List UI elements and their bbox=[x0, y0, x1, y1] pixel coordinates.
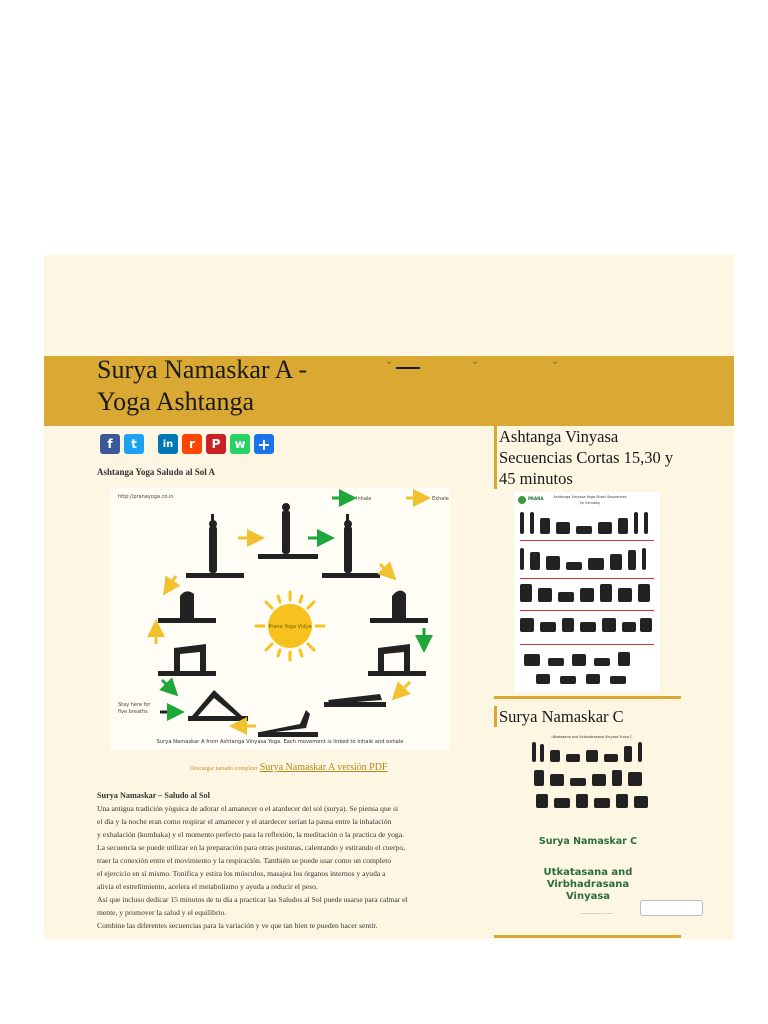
sidebar-widget-title[interactable]: Surya Namaskar C bbox=[494, 706, 681, 727]
pose-half-lift bbox=[378, 644, 410, 671]
page-title-line2: Yoga Ashtanga bbox=[97, 387, 254, 416]
body-line: Así que incluso dedicar 15 minutos de tu día a practicar las Saludos al Sol puede usarse para calmar el bbox=[97, 895, 408, 904]
linkedin-share-button[interactable] bbox=[158, 434, 178, 454]
reddit-share-button[interactable] bbox=[182, 434, 202, 454]
sidebar-widget-ashtanga-sequences bbox=[494, 426, 681, 489]
poster-c-sub3: Vinyasa bbox=[565, 891, 611, 902]
poster-c-sub1: Utkatasana and bbox=[543, 867, 633, 878]
poster-subtitle: (in minutes) bbox=[579, 501, 601, 505]
pose-upward-dog bbox=[260, 710, 310, 734]
sidebar-widget-surya-c bbox=[494, 706, 681, 727]
prana-logo-icon bbox=[518, 496, 526, 504]
article-heading: Ashtanga Yoga Saludo al Sol A bbox=[97, 467, 215, 477]
sidebar-divider bbox=[494, 935, 681, 938]
whatsapp-icon: w bbox=[234, 437, 246, 451]
whatsapp-share-button[interactable] bbox=[230, 434, 250, 454]
linkedin-icon: in bbox=[162, 438, 174, 450]
poster-c-top-text: Utkatasana and Virbhadrasana Vinyasa Surya C bbox=[551, 735, 633, 739]
share-bar bbox=[100, 434, 274, 456]
yoga-mat bbox=[258, 554, 318, 559]
body-line: traer la conexión entre el movimiento y la respiración. También se puede usar como un completo bbox=[97, 856, 392, 865]
body-line: La secuencia se puede utilizar en la preparación para otras posturas, calentando y estirando el cuerpo, bbox=[97, 843, 406, 852]
article-subheading: Surya Namaskar – Saludo al Sol bbox=[97, 791, 210, 800]
body-line: alivia el estreñimiento, acelera el metabolismo y ayuda a reducir el peso. bbox=[97, 882, 318, 891]
share-icon: + bbox=[257, 434, 271, 454]
body-line: y exhalación (kumbaka) y el momento perfecto para la reflexión, la meditación o la practica de yoga. bbox=[97, 830, 404, 839]
chevron-down-icon[interactable]: ⌄ bbox=[471, 356, 480, 367]
yoga-mat bbox=[186, 573, 244, 578]
yoga-mat bbox=[370, 618, 428, 623]
flow-arrow bbox=[168, 576, 176, 588]
pose-half-lift bbox=[174, 644, 206, 671]
body-line: Combine las diferentes secuencias para la variación y ve que tan bien te pueden hacer sentir. bbox=[97, 921, 378, 930]
ashtanga-sequences-poster[interactable] bbox=[514, 492, 660, 692]
article-body bbox=[97, 789, 457, 932]
surya-namaskar-a-figure[interactable] bbox=[110, 488, 450, 750]
poster-brand: PRANA bbox=[528, 496, 544, 501]
poster-c-title: Surya Namaskar C bbox=[538, 836, 638, 847]
pinterest-share-button[interactable] bbox=[206, 434, 226, 454]
legend-exhale-label: Exhale bbox=[432, 496, 449, 502]
sun-logo-text: Prana Yoga Vidya bbox=[268, 624, 312, 630]
pose-arms-up bbox=[344, 526, 352, 573]
pose-standing bbox=[282, 510, 290, 554]
pose-arms-up bbox=[209, 526, 217, 573]
figure-caption: Surya Namaskar A from Ashtanga Vinyasa Yoga. Each movement is linked to Inhale and exhale bbox=[156, 739, 404, 745]
page-title-line1: Surya Namaskar A - bbox=[97, 355, 308, 384]
yoga-mat bbox=[158, 618, 216, 623]
twitter-share-button[interactable] bbox=[124, 434, 144, 454]
poster-c-footer: _ _ _ _ _ _ _ _ _ _ bbox=[581, 909, 613, 914]
download-prefix: Descargar tamaño completo bbox=[190, 766, 258, 772]
body-line: el día y la noche eran como respirar el amanecer y el atardecer serían la pausa entre la inhalación bbox=[97, 817, 392, 826]
legend-inhale-label: Inhale bbox=[356, 496, 372, 502]
download-line bbox=[190, 762, 387, 773]
pose-downward-dog bbox=[192, 690, 242, 716]
sidebar-input-box[interactable] bbox=[640, 900, 703, 916]
poster-c-pose-grid bbox=[532, 742, 648, 808]
facebook-share-button[interactable] bbox=[100, 434, 120, 454]
pinterest-icon: P bbox=[211, 437, 221, 451]
figure-source-url: http://pranayoga.co.in bbox=[118, 494, 174, 500]
poster-title: Ashtanga Vinyasa Yoga Short Sequences bbox=[553, 495, 627, 499]
yoga-mat bbox=[322, 573, 380, 578]
surya-namaskar-c-poster[interactable] bbox=[520, 732, 680, 918]
body-line: Una antigua tradición yóguica de adorar el amanecer o el atardecer del sol (surya). Se piensa que si bbox=[97, 804, 399, 813]
body-line: mente, y promover la salud y el equilibrio. bbox=[97, 908, 227, 917]
pose-forward-fold bbox=[180, 591, 194, 618]
flow-arrow bbox=[162, 680, 172, 690]
share-more-button[interactable] bbox=[254, 434, 274, 454]
facebook-icon: f bbox=[107, 437, 113, 451]
sidebar-widget-title[interactable]: Ashtanga Vinyasa Secuencias Cortas 15,30 y 45 minutos bbox=[494, 426, 681, 489]
sidebar-divider bbox=[494, 696, 681, 699]
chevron-down-icon[interactable]: ⌄ bbox=[385, 356, 394, 367]
reddit-icon: r bbox=[189, 437, 195, 451]
yoga-mat bbox=[368, 671, 426, 676]
figure-note-line1: Stay here for bbox=[118, 702, 151, 708]
yoga-mat bbox=[188, 716, 248, 721]
nav-underline[interactable] bbox=[396, 367, 420, 369]
download-pdf-link[interactable]: Surya Namaskar A versión PDF bbox=[259, 762, 388, 773]
page-title bbox=[97, 354, 387, 418]
sun-icon bbox=[256, 592, 324, 660]
twitter-icon: t bbox=[131, 437, 137, 451]
body-line: el ejercicio en sí mismo. Tonifica y estira los músculos, masajea los órganos internos y ayuda a bbox=[97, 869, 386, 878]
poster-pose-grid bbox=[520, 512, 652, 684]
figure-note-line2: five breaths bbox=[118, 709, 148, 715]
poster-c-sub2: Virbhadrasana bbox=[546, 879, 630, 890]
flow-arrow bbox=[380, 564, 390, 574]
chevron-down-icon[interactable]: ⌄ bbox=[551, 356, 560, 367]
flow-arrow bbox=[398, 682, 410, 694]
yoga-mat bbox=[158, 671, 216, 676]
pose-forward-fold bbox=[392, 590, 406, 618]
